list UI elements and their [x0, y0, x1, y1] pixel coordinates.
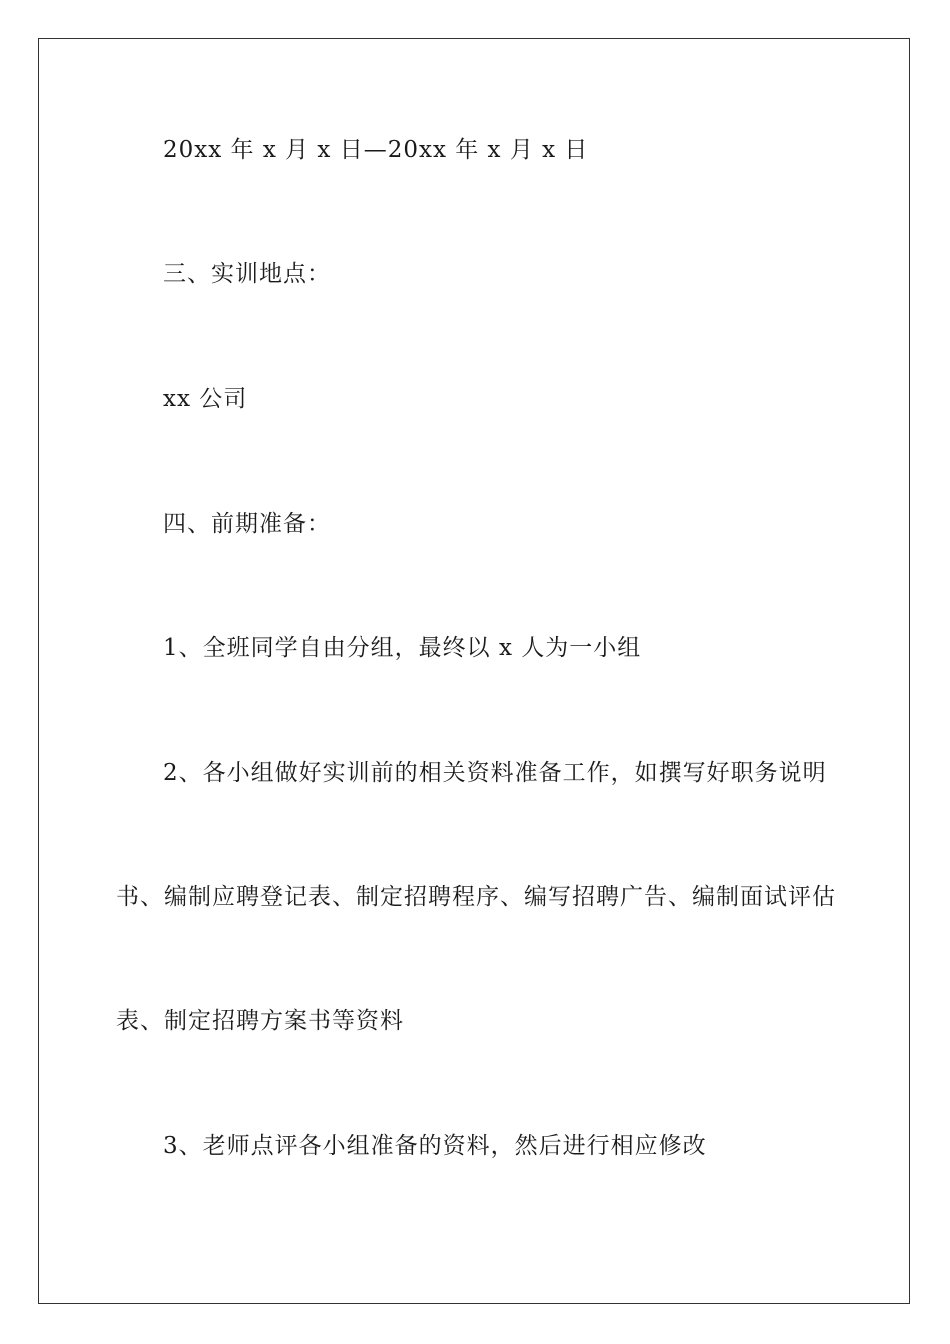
preparation-item-2-line-2: 书、编制应聘登记表、制定招聘程序、编写招聘广告、编制面试评估 [116, 884, 836, 910]
section-heading-preparation: 四、前期准备： [163, 511, 331, 537]
preparation-item-1: 1、全班同学自由分组，最终以 x 人为一小组 [163, 635, 642, 661]
date-range-line: 20xx 年 x 月 x 日—20xx 年 x 月 x 日 [163, 137, 589, 163]
preparation-item-3: 3、老师点评各小组准备的资料，然后进行相应修改 [163, 1133, 707, 1159]
section-heading-location: 三、实训地点： [163, 261, 331, 287]
location-text: xx 公司 [163, 386, 248, 412]
page-border [38, 38, 910, 1304]
preparation-item-2-line-1: 2、各小组做好实训前的相关资料准备工作，如撰写好职务说明 [163, 760, 827, 786]
preparation-item-2-line-3: 表、制定招聘方案书等资料 [116, 1008, 404, 1034]
